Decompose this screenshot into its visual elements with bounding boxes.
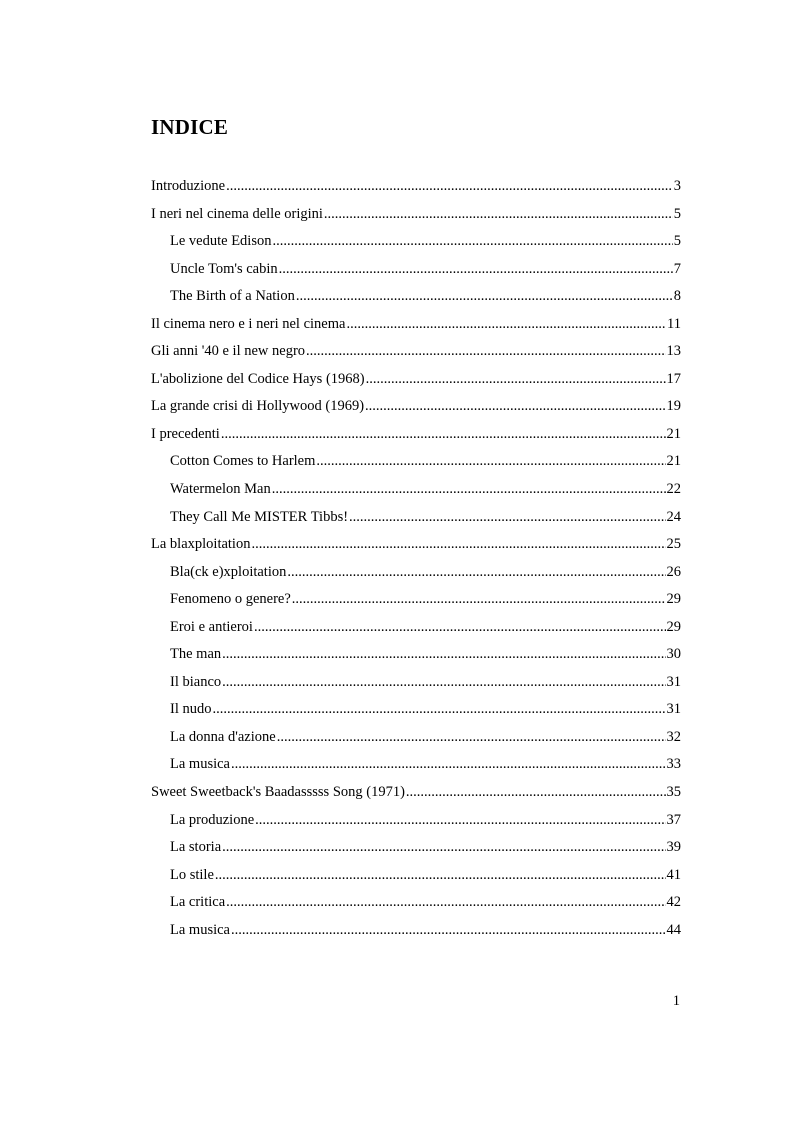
toc-entry-label: Le vedute Edison bbox=[170, 233, 272, 250]
toc-subentry bbox=[151, 451, 681, 479]
toc-entry-page: 5 bbox=[673, 233, 681, 250]
toc-entry-page: 35 bbox=[666, 784, 681, 801]
toc-subentry bbox=[151, 562, 681, 590]
toc-entry-page: 39 bbox=[666, 839, 681, 856]
toc-subentry bbox=[151, 286, 681, 314]
toc-subentry bbox=[151, 754, 681, 782]
toc-entry-page: 8 bbox=[673, 288, 681, 305]
toc-entry-label: Eroi e antieroi bbox=[170, 618, 253, 635]
toc-entry-label: Il cinema nero e i neri nel cinema bbox=[151, 315, 346, 332]
dot-leader bbox=[292, 589, 666, 609]
toc-subentry bbox=[151, 672, 681, 700]
toc-entry-page: 17 bbox=[666, 370, 681, 387]
dot-leader bbox=[212, 699, 665, 719]
dot-leader bbox=[226, 176, 673, 196]
toc-entry bbox=[151, 396, 681, 424]
toc-entry-label: L'abolizione del Codice Hays (1968) bbox=[151, 370, 365, 387]
toc-entry-label: They Call Me MISTER Tibbs! bbox=[170, 508, 349, 525]
dot-leader bbox=[296, 286, 673, 306]
dot-leader bbox=[279, 259, 673, 279]
dot-leader bbox=[316, 451, 665, 471]
toc-entry bbox=[151, 424, 681, 452]
toc-entry bbox=[151, 314, 681, 342]
toc-entry-page: 30 bbox=[666, 646, 681, 663]
dot-leader bbox=[221, 424, 666, 444]
dot-leader bbox=[365, 396, 665, 416]
toc-entry-page: 31 bbox=[666, 701, 681, 718]
page-number: 1 bbox=[672, 993, 680, 1009]
dot-leader bbox=[272, 479, 666, 499]
dot-leader bbox=[231, 754, 666, 774]
toc-entry-label: Il bianco bbox=[170, 673, 222, 690]
toc-entry bbox=[151, 782, 681, 810]
dot-leader bbox=[324, 204, 673, 224]
toc-entry-label: Sweet Sweetback's Baadasssss Song (1971) bbox=[151, 784, 405, 801]
toc-subentry bbox=[151, 479, 681, 507]
toc-entry bbox=[151, 534, 681, 562]
toc-entry-label: La critica bbox=[170, 894, 226, 911]
dot-leader bbox=[406, 782, 666, 802]
toc-subentry bbox=[151, 837, 681, 865]
toc-entry-label: La musica bbox=[170, 756, 230, 773]
toc-entry-page: 29 bbox=[666, 618, 681, 635]
toc-entry-label: La donna d'azione bbox=[170, 728, 276, 745]
toc-entry-label: Introduzione bbox=[151, 178, 226, 194]
toc-entry-label: La blaxploitation bbox=[151, 536, 251, 553]
toc-entry-label: Cotton Comes to Harlem bbox=[170, 453, 316, 470]
toc-entry-page: 31 bbox=[666, 673, 681, 690]
toc-entry-page: 29 bbox=[666, 591, 681, 608]
dot-leader bbox=[346, 314, 666, 334]
toc-entry-label: Il nudo bbox=[170, 701, 212, 718]
dot-leader bbox=[222, 644, 665, 664]
toc-entry-page: 11 bbox=[667, 315, 681, 332]
toc-entry-page: 33 bbox=[666, 756, 681, 773]
toc-entry-label: Lo stile bbox=[170, 866, 214, 883]
dot-leader bbox=[215, 865, 666, 885]
toc-entry-page: 44 bbox=[666, 921, 681, 938]
toc-entry bbox=[151, 369, 681, 397]
dot-leader bbox=[272, 231, 672, 251]
toc-subentry bbox=[151, 231, 681, 259]
toc-entry-label: I neri nel cinema delle origini bbox=[151, 205, 323, 222]
page-title: INDICE bbox=[151, 115, 229, 139]
toc-entry-label: Uncle Tom's cabin bbox=[170, 260, 278, 277]
toc-entry-label: The Birth of a Nation bbox=[170, 288, 295, 305]
toc-entry-label: I precedenti bbox=[151, 425, 220, 442]
toc-entry-page: 3 bbox=[673, 178, 681, 194]
toc-subentry bbox=[151, 865, 681, 893]
dot-leader bbox=[251, 534, 665, 554]
toc-entry-label: The man bbox=[170, 646, 222, 663]
dot-leader bbox=[222, 837, 665, 857]
toc-entry-label: Fenomeno o genere? bbox=[170, 591, 291, 608]
dot-leader bbox=[287, 562, 665, 582]
toc-entry-page: 5 bbox=[673, 205, 681, 222]
toc-entry-page: 21 bbox=[666, 453, 681, 470]
toc-entry-page: 42 bbox=[666, 894, 681, 911]
toc-subentry bbox=[151, 259, 681, 287]
toc-entry-page: 25 bbox=[666, 536, 681, 553]
toc-entry-page: 21 bbox=[666, 425, 681, 442]
toc-subentry bbox=[151, 617, 681, 645]
dot-leader bbox=[254, 617, 666, 637]
toc-subentry bbox=[151, 589, 681, 617]
toc-entry bbox=[151, 204, 681, 232]
dot-leader bbox=[366, 369, 666, 389]
toc-entry-label: Bla(ck e)xploitation bbox=[170, 563, 287, 580]
toc-entry-label: La storia bbox=[170, 839, 222, 856]
toc-subentry bbox=[151, 644, 681, 672]
toc-subentry bbox=[151, 810, 681, 838]
dot-leader bbox=[255, 810, 665, 830]
toc-subentry bbox=[151, 507, 681, 535]
toc-subentry bbox=[151, 892, 681, 920]
toc-subentry bbox=[151, 920, 681, 948]
dot-leader bbox=[349, 507, 665, 527]
table-of-contents bbox=[151, 176, 681, 947]
toc-entry-page: 22 bbox=[666, 481, 681, 498]
toc-entry-label: La musica bbox=[170, 921, 230, 938]
dot-leader bbox=[231, 920, 666, 940]
toc-entry-page: 19 bbox=[666, 398, 681, 415]
toc-entry bbox=[151, 176, 681, 204]
toc-entry-label: La grande crisi di Hollywood (1969) bbox=[151, 398, 365, 415]
toc-entry-label: La produzione bbox=[170, 811, 255, 828]
toc-entry bbox=[151, 341, 681, 369]
toc-entry-label: Watermelon Man bbox=[170, 481, 271, 498]
dot-leader bbox=[306, 341, 665, 361]
dot-leader bbox=[277, 727, 666, 747]
toc-entry-label: Gli anni '40 e il new negro bbox=[151, 343, 306, 360]
toc-entry-page: 24 bbox=[666, 508, 681, 525]
toc-entry-page: 26 bbox=[666, 563, 681, 580]
toc-entry-page: 32 bbox=[666, 728, 681, 745]
toc-entry-page: 37 bbox=[666, 811, 681, 828]
dot-leader bbox=[222, 672, 665, 692]
toc-subentry bbox=[151, 727, 681, 755]
dot-leader bbox=[226, 892, 665, 912]
toc-entry-page: 7 bbox=[673, 260, 681, 277]
toc-entry-page: 41 bbox=[666, 866, 681, 883]
toc-entry-page: 13 bbox=[666, 343, 681, 360]
toc-subentry bbox=[151, 699, 681, 727]
